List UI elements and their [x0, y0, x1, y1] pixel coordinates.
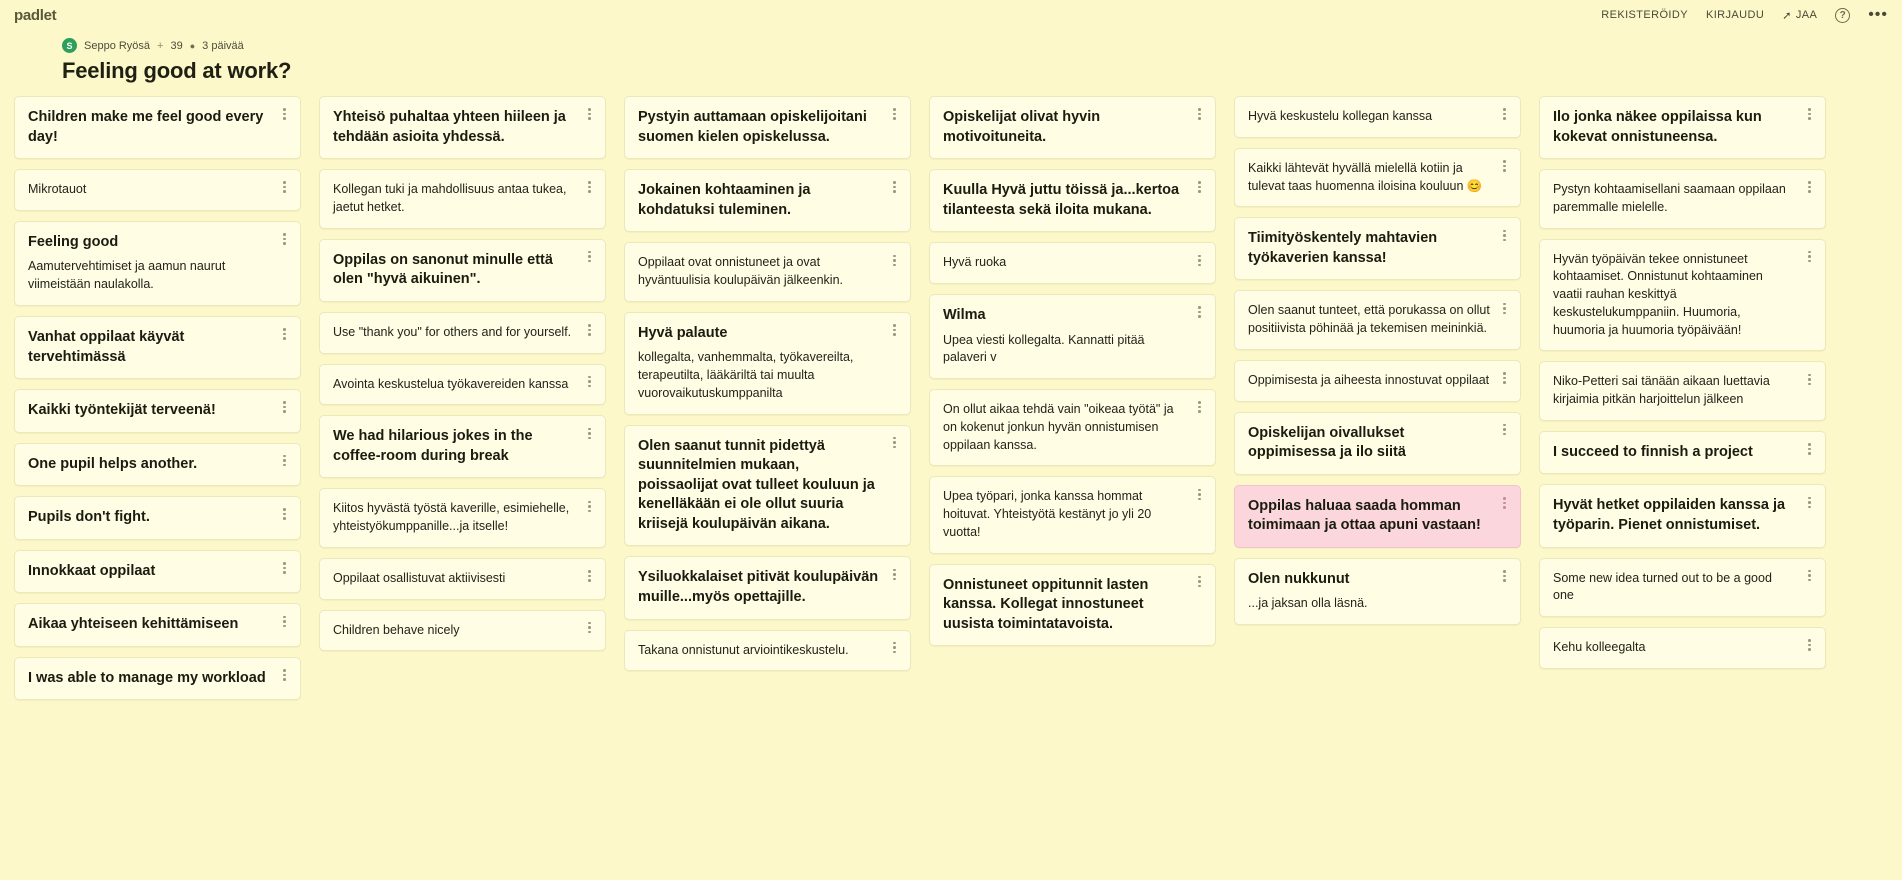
post-subject: Opiskelijat olivat hyvin motivoituneita.: [943, 109, 1101, 145]
more-vertical-icon[interactable]: [278, 326, 291, 342]
board-columns: [0, 96, 1902, 700]
post-card[interactable]: [14, 389, 301, 433]
more-vertical-icon[interactable]: [1803, 568, 1816, 584]
post-subject: Vanhat oppilaat käyvät tervehtimässä: [28, 328, 185, 365]
more-vertical-icon[interactable]: [888, 566, 901, 582]
post-card[interactable]: [14, 550, 301, 594]
post-body: Oppilaat ovat onnistuneet ja ovat hyväntuulisia koulupäivän jälkeenkin.: [638, 255, 843, 287]
share-button[interactable]: [1782, 9, 1817, 22]
post-subject: Olen nukkunut: [1248, 570, 1350, 587]
board-header: [0, 30, 1902, 96]
post-card[interactable]: [624, 312, 911, 415]
post-subject: Kuulla Hyvä juttu töissä ja...kertoa tilanteesta sekä iloita mukana.: [943, 182, 1180, 218]
post-card[interactable]: [1234, 96, 1521, 138]
post-card[interactable]: [14, 657, 301, 701]
board-column: [929, 96, 1216, 646]
more-vertical-icon[interactable]: [278, 399, 291, 415]
more-vertical-icon[interactable]: [1193, 574, 1206, 590]
avatar: S: [62, 38, 77, 53]
more-vertical-icon[interactable]: [583, 498, 596, 514]
more-vertical-icon[interactable]: [1803, 637, 1816, 653]
post-subject: I succeed to finnish a project: [1553, 443, 1753, 460]
post-card[interactable]: [929, 476, 1216, 553]
post-body: Hyvä ruoka: [943, 255, 1007, 270]
post-subject: Jokainen kohtaaminen ja kohdatuksi tuleminen.: [638, 182, 811, 218]
post-subject: Children make me feel good every day!: [28, 109, 264, 145]
post-subject: Opiskelijan oivallukset oppimisessa ja ilo siitä: [1248, 424, 1406, 461]
board-column: [14, 96, 301, 700]
post-subject: Hyvä palaute: [638, 324, 728, 341]
post-body: Kiitos hyvästä työstä kaverille, esimiehelle, yhteistyökumppanille...ja itselle!: [333, 501, 570, 534]
more-vertical-icon[interactable]: [888, 179, 901, 195]
post-subject: Oppilas haluaa saada homman toimimaan ja ottaa apuni vastaan!: [1248, 497, 1481, 534]
more-vertical-icon[interactable]: [1803, 106, 1816, 122]
more-vertical-icon[interactable]: [583, 322, 596, 338]
more-vertical-icon[interactable]: [583, 374, 596, 390]
more-vertical-icon[interactable]: [888, 252, 901, 268]
post-card[interactable]: [319, 488, 606, 548]
more-vertical-icon[interactable]: [1498, 370, 1511, 386]
post-subject: Tiimityöskentely mahtavien työkaverien kanssa!: [1248, 230, 1438, 266]
post-body: ...ja jaksan olla läsnä.: [1248, 596, 1368, 611]
post-card[interactable]: [1234, 148, 1521, 208]
post-body: Upea työpari, jonka kanssa hommat hoituvat. Yhteistyötä kestänyt jo yli 20 vuotta!: [943, 489, 1152, 539]
more-vertical-icon[interactable]: [1803, 494, 1816, 510]
more-vertical-icon[interactable]: [583, 425, 596, 441]
post-body: Children behave nicely: [333, 622, 460, 637]
post-card[interactable]: [14, 221, 301, 306]
post-subject: Ilo jonka näkee oppilaissa kun kokevat onnistuneensa.: [1553, 109, 1762, 145]
post-card[interactable]: [14, 496, 301, 540]
more-vertical-icon[interactable]: [583, 106, 596, 122]
post-card[interactable]: [1539, 558, 1826, 618]
more-vertical-icon[interactable]: [1193, 399, 1206, 415]
post-card[interactable]: [14, 169, 301, 211]
post-card[interactable]: [1234, 217, 1521, 280]
post-card[interactable]: [319, 610, 606, 652]
more-vertical-icon[interactable]: [888, 640, 901, 656]
post-card[interactable]: [1234, 290, 1521, 350]
post-body: Mikrotauot: [28, 182, 87, 197]
post-subject: Ysiluokkalaiset pitivät koulupäivän muille...myös opettajille.: [638, 569, 879, 605]
more-vertical-icon[interactable]: [1498, 300, 1511, 316]
more-vertical-icon[interactable]: [1498, 568, 1511, 584]
board-column: [1539, 96, 1826, 669]
post-body: Hyvän työpäivän tekee onnistuneet kohtaamiset. Onnistunut kohtaaminen vaatii rauhan keskittyä keskustelukumppaniin. Huumoria, huumoria ja huumoria työpäivään!: [1553, 251, 1763, 337]
post-subject: Innokkaat oppilaat: [28, 562, 156, 579]
help-icon[interactable]: ?: [1835, 8, 1850, 23]
more-vertical-icon[interactable]: [278, 231, 291, 247]
more-vertical-icon[interactable]: [1498, 106, 1511, 122]
more-vertical-icon[interactable]: [1498, 227, 1511, 243]
post-body: Oppilaat osallistuvat aktiivisesti: [333, 570, 506, 585]
register-link[interactable]: REKISTERÖIDY: [1601, 9, 1688, 21]
post-body: Niko-Petteri sai tänään aikaan luettavia kirjaimia pitkän harjoittelun jälkeen: [1553, 374, 1770, 407]
more-vertical-icon[interactable]: [278, 179, 291, 195]
post-subject: Wilma: [943, 307, 986, 323]
more-vertical-icon[interactable]: [1193, 106, 1206, 122]
more-vertical-icon[interactable]: [1193, 179, 1206, 195]
post-card[interactable]: [14, 603, 301, 647]
post-body: On ollut aikaa tehdä vain "oikeaa työtä" ja on kokenut jonkun hyvän onnistumisen oppilaan kanssa.: [943, 402, 1174, 452]
post-card[interactable]: [624, 96, 911, 159]
more-horizontal-icon[interactable]: •••: [1868, 6, 1888, 23]
post-card[interactable]: [624, 169, 911, 232]
post-subject: We had hilarious jokes in the coffee-room during break: [333, 428, 533, 464]
login-link[interactable]: KIRJAUDU: [1705, 9, 1765, 21]
post-card[interactable]: [319, 96, 606, 159]
plus-icon: +: [157, 39, 164, 52]
more-vertical-icon[interactable]: [1803, 249, 1816, 265]
more-vertical-icon[interactable]: [888, 322, 901, 338]
post-subject: Yhteisö puhaltaa yhteen hiileen ja tehdään asioita yhdessä.: [333, 109, 566, 145]
post-card[interactable]: [1539, 431, 1826, 475]
post-card[interactable]: [624, 556, 911, 619]
post-card[interactable]: [319, 558, 606, 600]
more-vertical-icon[interactable]: [278, 453, 291, 469]
follower-count: 39: [170, 39, 183, 52]
top-bar: [0, 0, 1902, 30]
post-subject: One pupil helps another.: [28, 455, 198, 472]
board-column: [319, 96, 606, 651]
post-body: Pystyn kohtaamisellani saamaan oppilaan paremmalle mielelle.: [1553, 182, 1786, 214]
post-card[interactable]: [929, 564, 1216, 647]
post-subject: Olen saanut tunnit pidettyä suunnitelmien mukaan, poissaolijat ovat tulleet kouluun ja kenelläkään ei ole ollut suuria kriisejä koulupäivän aikana.: [638, 437, 875, 532]
post-card[interactable]: [14, 316, 301, 379]
post-subject: Hyvät hetket oppilaiden kanssa ja työparin. Pienet onnistumiset.: [1553, 497, 1786, 533]
post-body: Aamutervehtimiset ja aamun naurut viimeistään naulakolla.: [28, 259, 226, 292]
post-body: Hyvä keskustelu kollegan kanssa: [1248, 109, 1433, 123]
post-card[interactable]: [1234, 485, 1521, 548]
post-card[interactable]: [1539, 96, 1826, 159]
post-card[interactable]: [624, 630, 911, 672]
more-vertical-icon[interactable]: [278, 667, 291, 683]
page-title: Feeling good at work?: [62, 58, 292, 83]
post-card[interactable]: [929, 294, 1216, 379]
post-subject: Feeling good: [28, 233, 119, 250]
post-card[interactable]: [319, 239, 606, 302]
post-card[interactable]: [1539, 484, 1826, 547]
post-body: Kehu kolleegalta: [1553, 640, 1646, 655]
post-card[interactable]: [1234, 360, 1521, 402]
post-card[interactable]: [14, 96, 301, 159]
more-vertical-icon[interactable]: [1803, 371, 1816, 387]
post-subject: I was able to manage my workload: [28, 669, 266, 686]
post-body: Avointa keskustelua työkavereiden kanssa: [333, 376, 569, 391]
post-subject: Onnistuneet oppitunnit lasten kanssa. Kollegat innostuneet uusista toimintatavoista.: [943, 576, 1149, 632]
post-body: Kaikki lähtevät hyvällä mielellä kotiin ja tulevat taas huomenna iloisina kouluun 😊: [1248, 160, 1483, 193]
post-body: Kollegan tuki ja mahdollisuus antaa tukea, jaetut hetket.: [333, 182, 567, 214]
more-vertical-icon[interactable]: [1193, 252, 1206, 268]
post-card[interactable]: [1234, 412, 1521, 475]
more-vertical-icon[interactable]: [278, 613, 291, 629]
more-vertical-icon[interactable]: [1498, 495, 1511, 511]
post-card[interactable]: [929, 96, 1216, 159]
post-card[interactable]: [1234, 558, 1521, 625]
more-vertical-icon[interactable]: [583, 249, 596, 265]
post-body: kollegalta, vanhemmalta, työkavereilta, terapeutilta, lääkäriltä tai muulta vuorovaikutuskumppanilta: [638, 350, 854, 400]
post-card[interactable]: [929, 389, 1216, 466]
post-card[interactable]: [319, 312, 606, 354]
post-card[interactable]: [319, 364, 606, 406]
timestamp: 3 päivää: [202, 39, 244, 52]
board-column: [624, 96, 911, 671]
more-vertical-icon[interactable]: [1498, 422, 1511, 438]
post-card[interactable]: [624, 242, 911, 302]
more-vertical-icon[interactable]: [1193, 304, 1206, 320]
post-body: Olen saanut tunteet, että porukassa on ollut positiivista pöhinää ja tekemisen meininkiä.: [1248, 303, 1490, 336]
post-subject: Pupils don't fight.: [28, 509, 150, 526]
more-vertical-icon[interactable]: [888, 106, 901, 122]
post-card[interactable]: [14, 443, 301, 487]
more-vertical-icon[interactable]: [583, 620, 596, 636]
post-card[interactable]: [624, 425, 911, 547]
share-icon: ➚: [1782, 9, 1792, 22]
post-card[interactable]: [929, 169, 1216, 232]
post-subject: Kaikki työntekijät terveenä!: [28, 402, 216, 419]
post-card[interactable]: [319, 169, 606, 229]
post-subject: Oppilas on sanonut minulle että olen "hyvä aikuinen".: [333, 251, 553, 288]
separator-dot-icon: ●: [189, 40, 196, 51]
post-card[interactable]: [929, 242, 1216, 284]
post-card[interactable]: [1539, 627, 1826, 669]
post-card[interactable]: [1539, 169, 1826, 229]
post-body: Some new idea turned out to be a good one: [1553, 570, 1772, 603]
more-vertical-icon[interactable]: [278, 560, 291, 576]
padlet-logo[interactable]: padlet: [14, 6, 57, 24]
board-column: [1234, 96, 1521, 625]
post-card[interactable]: [1539, 239, 1826, 352]
post-card[interactable]: [319, 415, 606, 478]
post-body: Takana onnistunut arviointikeskustelu.: [638, 642, 849, 657]
author-name[interactable]: Seppo Ryösä: [84, 39, 151, 52]
more-vertical-icon[interactable]: [583, 179, 596, 195]
topbar-actions: [1601, 7, 1888, 23]
more-vertical-icon[interactable]: [278, 106, 291, 122]
post-subject: Aikaa yhteiseen kehittämiseen: [28, 616, 239, 633]
post-body: Use "thank you" for others and for yourself.: [333, 324, 572, 339]
post-card[interactable]: [1539, 361, 1826, 421]
byline: [62, 38, 1902, 53]
more-vertical-icon[interactable]: [1193, 486, 1206, 502]
share-label: JAA: [1795, 9, 1818, 21]
more-vertical-icon[interactable]: [278, 506, 291, 522]
more-vertical-icon[interactable]: [1803, 179, 1816, 195]
more-vertical-icon[interactable]: [1498, 158, 1511, 174]
post-subject: Pystyin auttamaan opiskelijoitani suomen kielen opiskelussa.: [638, 109, 867, 145]
more-vertical-icon[interactable]: [1803, 441, 1816, 457]
post-body: Upea viesti kollegalta. Kannatti pitää palaveri v: [943, 332, 1145, 365]
more-vertical-icon[interactable]: [888, 435, 901, 451]
post-body: Oppimisesta ja aiheesta innostuvat oppilaat: [1248, 372, 1490, 387]
more-vertical-icon[interactable]: [583, 568, 596, 584]
